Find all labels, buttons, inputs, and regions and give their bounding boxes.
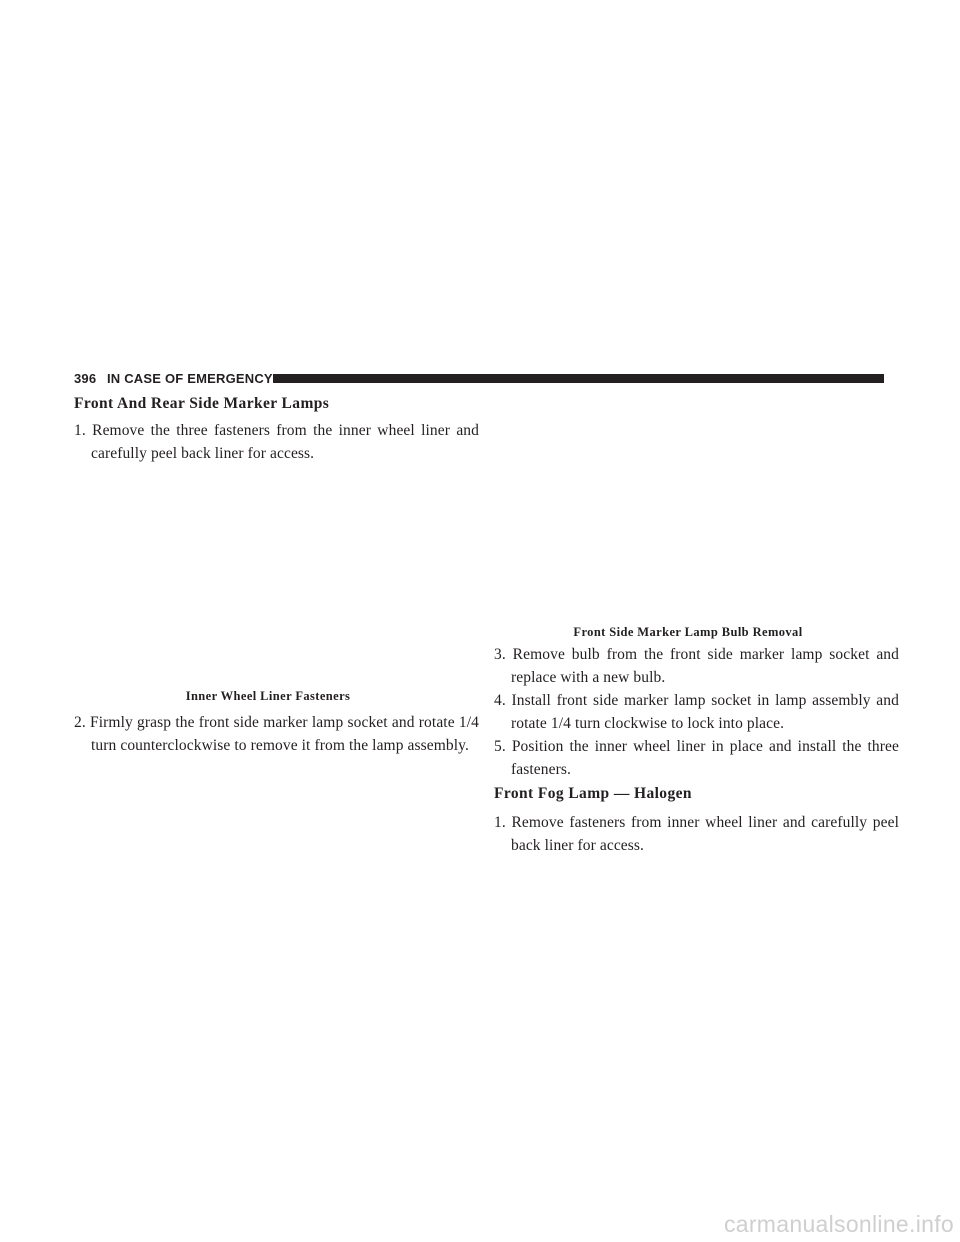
figure-caption-inner-wheel-liner: Inner Wheel Liner Fasteners [185,689,351,703]
section-heading-fog-lamp: Front Fog Lamp — Halogen [494,785,692,802]
page-number: 396 [74,371,97,386]
footer-watermark: carmanualsonline.info [723,1211,954,1237]
header-rule [273,374,884,383]
figure-inner-wheel-liner [74,468,462,686]
section-title: IN CASE OF EMERGENCY [107,371,273,386]
step-5-position-liner: 5. Position the inner wheel liner in place and install the three fasteners. [494,738,899,778]
section-heading-side-marker-lamps: Front And Rear Side Marker Lamps [74,395,330,412]
fog-step-1-remove-fasteners: 1. Remove fasteners from inner wheel liner and carefully peel back liner for access. [494,814,899,854]
page-header [74,371,884,387]
step-3-replace-bulb: 3. Remove bulb from the front side marker lamp socket and replace with a new bulb. [494,646,899,686]
step-2-grasp-socket: 2. Firmly grasp the front side marker lamp socket and rotate 1/4 turn counterclockwise to remove it from the lamp assembly. [74,714,479,754]
step-4-install-socket: 4. Install front side marker lamp socket in lamp assembly and rotate 1/4 turn clockwise to lock into place. [494,692,899,732]
figure-caption-bulb-removal: Front Side Marker Lamp Bulb Removal [573,625,803,639]
step-1-remove-fasteners: 1. Remove the three fasteners from the inner wheel liner and carefully peel back liner for access. [74,422,479,462]
figure-side-marker-bulb-removal [494,392,882,622]
